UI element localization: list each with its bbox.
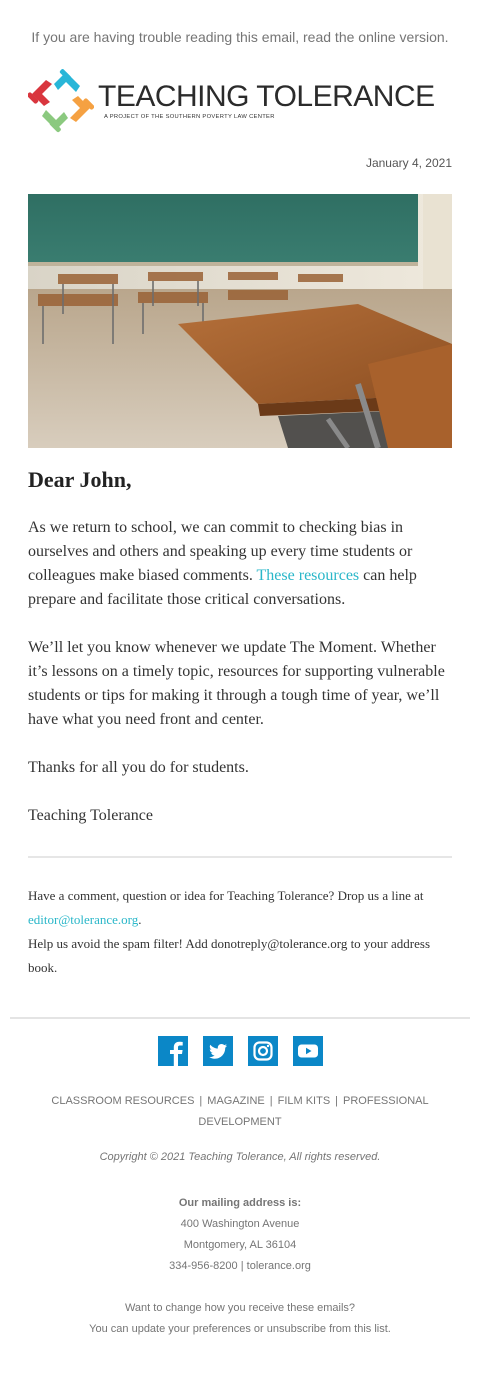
- comment-period: .: [138, 912, 142, 927]
- email-date: January 4, 2021: [365, 156, 452, 170]
- address-separator: |: [240, 1260, 244, 1272]
- nav-separator: |: [269, 1095, 273, 1107]
- hero-image: [28, 194, 452, 448]
- logo-subtitle: A PROJECT OF THE SOUTHERN POVERTY LAW CENTER: [104, 114, 275, 120]
- paragraph-1-text: As we return to school, we can commit to checking bias in ourselves and others and speaking up every time students or colleagues make biased comments.: [28, 519, 413, 584]
- nav-professional-development[interactable]: PROFESSIONAL DEVELOPMENT: [198, 1095, 429, 1128]
- comment-line: [28, 884, 452, 932]
- paragraph-1: [28, 516, 452, 612]
- address-contact: [0, 1256, 480, 1277]
- prefs-update-link[interactable]: You can update your preferences or unsubscribe from this list.: [89, 1323, 391, 1335]
- email-preferences: [0, 1298, 480, 1340]
- prefs-question: Want to change how you receive these emails?: [124, 1302, 356, 1314]
- address-heading: Our mailing address is:: [178, 1197, 302, 1209]
- logo-title: TEACHING TOLERANCE: [98, 80, 435, 113]
- address-street: 400 Washington Avenue: [180, 1218, 300, 1230]
- social-links: [0, 1036, 480, 1066]
- copyright-text: Copyright © 2021 Teaching Tolerance, All rights reserved.: [99, 1151, 381, 1163]
- divider: [28, 856, 452, 858]
- these-resources-link[interactable]: These resources: [256, 567, 360, 584]
- nav-separator: |: [199, 1095, 203, 1107]
- footer-divider: [10, 1017, 470, 1019]
- signoff: Teaching Tolerance: [28, 807, 153, 824]
- footer-nav: [40, 1091, 440, 1133]
- nav-magazine[interactable]: MAGAZINE: [207, 1095, 265, 1107]
- nav-film-kits[interactable]: FILM KITS: [277, 1095, 331, 1107]
- nav-separator: |: [335, 1095, 339, 1107]
- hands-logo-icon: [28, 68, 94, 134]
- paragraph-1-text-after: can help prepare and facilitate those critical conversations.: [28, 567, 417, 608]
- nav-classroom-resources[interactable]: CLASSROOM RESOURCES: [51, 1095, 195, 1107]
- instagram-icon[interactable]: [248, 1036, 278, 1066]
- address-phone: 334-956-8200: [169, 1260, 238, 1272]
- spam-filter-line: Help us avoid the spam filter! Add donotreply@tolerance.org to your address book.: [28, 936, 430, 975]
- salutation: Dear John,: [28, 467, 132, 492]
- youtube-icon[interactable]: [293, 1036, 323, 1066]
- twitter-icon[interactable]: [203, 1036, 233, 1066]
- comment-text: Have a comment, question or idea for Teaching Tolerance? Drop us a line at: [28, 888, 424, 903]
- paragraph-2: We’ll let you know whenever we update The Moment. Whether it’s lessons on a timely topic, resources for supporting vulnerable students or tips for making it through a tough time of year, we’ll have what you need front and center.: [28, 639, 445, 728]
- paragraph-3: Thanks for all you do for students.: [28, 759, 249, 776]
- preheader-text[interactable]: If you are having trouble reading this email, read the online version.: [31, 29, 449, 45]
- editor-email-link[interactable]: editor@tolerance.org: [28, 912, 139, 927]
- facebook-icon[interactable]: [158, 1036, 188, 1066]
- teaching-tolerance-logo[interactable]: [28, 68, 438, 136]
- address-city: Montgomery, AL 36104: [183, 1239, 297, 1251]
- address-website-link[interactable]: tolerance.org: [246, 1260, 311, 1272]
- mailing-address: [0, 1193, 480, 1277]
- footer-note: [28, 884, 452, 980]
- classroom-desks-photo: [28, 194, 452, 448]
